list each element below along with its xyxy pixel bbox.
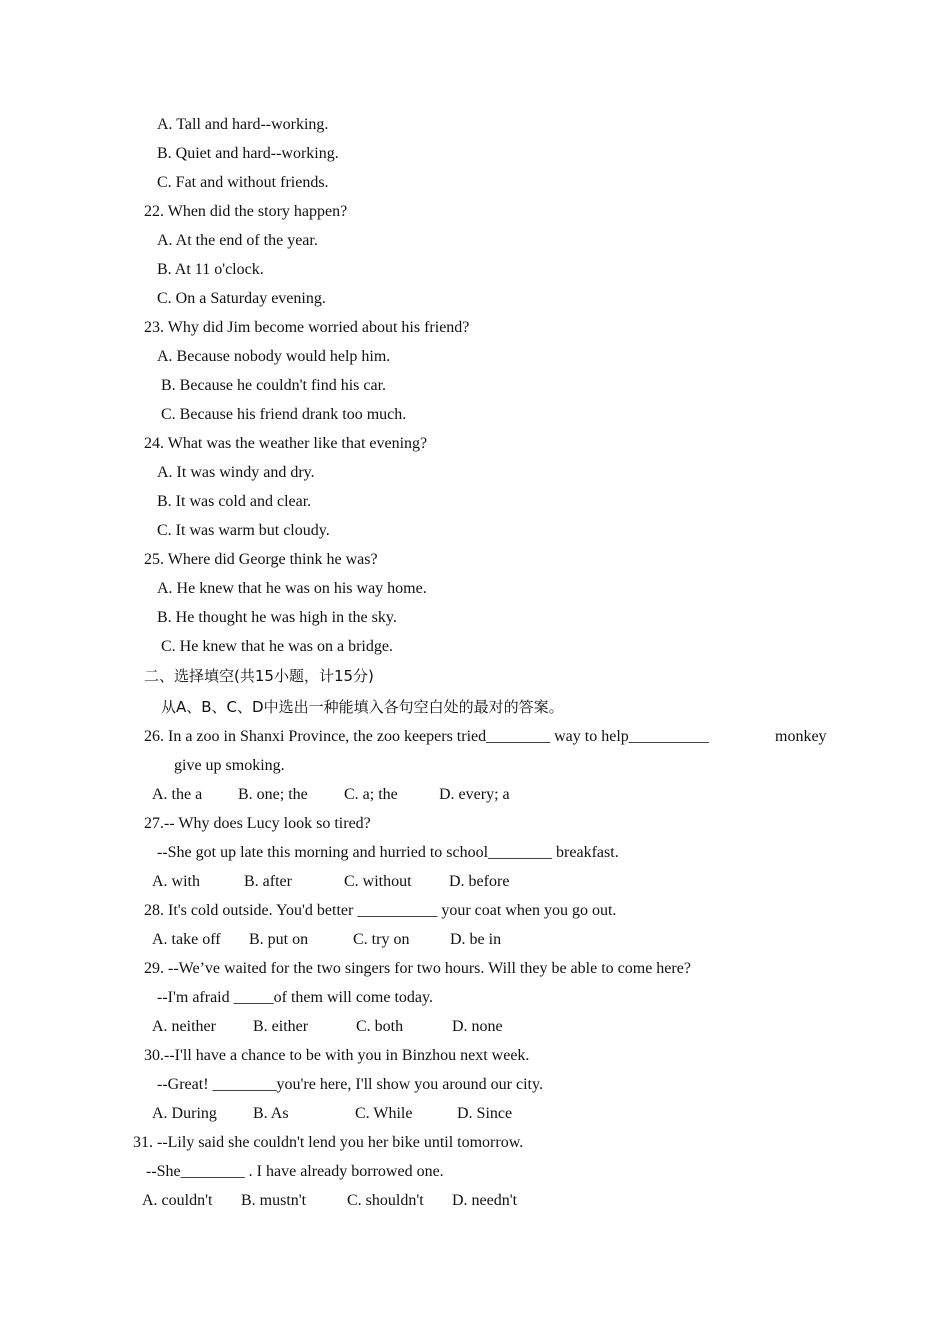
q29-option-a: A. neither bbox=[152, 1018, 216, 1035]
q22-option-b: B. At 11 o'clock. bbox=[157, 261, 264, 278]
q28-option-a: A. take off bbox=[152, 931, 221, 948]
q23-option-c: C. Because his friend drank too much. bbox=[161, 406, 407, 423]
section-heading: 二、选择填空(共15小题，计15分) bbox=[144, 667, 374, 685]
q28-option-c: C. try on bbox=[353, 931, 410, 948]
q21-option-b: B. Quiet and hard--working. bbox=[157, 145, 339, 162]
q28-option-d: D. be in bbox=[450, 931, 502, 948]
q27-option-a: A. with bbox=[152, 873, 200, 890]
q23-option-b: B. Because he couldn't find his car. bbox=[161, 377, 387, 394]
q21-option-a: A. Tall and hard--working. bbox=[157, 116, 329, 133]
q30-option-a: A. During bbox=[152, 1105, 217, 1122]
q26-question-line2: give up smoking. bbox=[174, 757, 285, 774]
q29-question-line2: --I'm afraid _____of them will come today. bbox=[157, 989, 433, 1006]
q22-question: 22. When did the story happen? bbox=[144, 203, 348, 220]
q31-question-line1: 31. --Lily said she couldn't lend you her bike until tomorrow. bbox=[133, 1134, 524, 1151]
q26-question-line1: 26. In a zoo in Shanxi Province, the zoo keepers tried________ way to help__________ bbox=[144, 728, 709, 745]
q30-question-line1: 30.--I'll have a chance to be with you in Binzhou next week. bbox=[144, 1047, 530, 1064]
q27-question-line1: 27.-- Why does Lucy look so tired? bbox=[144, 815, 371, 832]
q29-option-b: B. either bbox=[253, 1018, 309, 1035]
q26-option-a: A. the a bbox=[152, 786, 203, 803]
q25-option-a: A. He knew that he was on his way home. bbox=[157, 580, 427, 597]
q29-question-line1: 29. --We’ve waited for the two singers for two hours. Will they be able to come here? bbox=[144, 960, 691, 977]
q29-option-d: D. none bbox=[452, 1018, 503, 1035]
q27-option-b: B. after bbox=[244, 873, 292, 890]
section-instruction: 从A、B、C、D中选出一种能填入各句空白处的最对的答案。 bbox=[161, 698, 564, 716]
q25-question: 25. Where did George think he was? bbox=[144, 551, 378, 568]
q21-option-c: C. Fat and without friends. bbox=[157, 174, 329, 191]
q23-question: 23. Why did Jim become worried about his friend? bbox=[144, 319, 470, 336]
q27-option-d: D. before bbox=[449, 873, 510, 890]
q31-option-b: B. mustn't bbox=[241, 1192, 307, 1209]
q22-option-c: C. On a Saturday evening. bbox=[157, 290, 326, 307]
q30-option-c: C. While bbox=[355, 1105, 413, 1122]
q30-question-line2: --Great! ________you're here, I'll show you around our city. bbox=[157, 1076, 543, 1093]
q24-option-a: A. It was windy and dry. bbox=[157, 464, 315, 481]
q27-option-c: C. without bbox=[344, 873, 412, 890]
q28-option-b: B. put on bbox=[249, 931, 309, 948]
q22-option-a: A. At the end of the year. bbox=[157, 232, 318, 249]
q27-question-line2: --She got up late this morning and hurried to school________ breakfast. bbox=[157, 844, 619, 861]
q23-option-a: A. Because nobody would help him. bbox=[157, 348, 391, 365]
q25-option-b: B. He thought he was high in the sky. bbox=[157, 609, 397, 626]
q24-option-b: B. It was cold and clear. bbox=[157, 493, 312, 510]
q30-option-d: D. Since bbox=[457, 1105, 513, 1122]
q30-option-b: B. As bbox=[253, 1105, 289, 1122]
q31-option-a: A. couldn't bbox=[142, 1192, 213, 1209]
q31-option-d: D. needn't bbox=[452, 1192, 518, 1209]
q31-question-line2: --She________ . I have already borrowed one. bbox=[146, 1163, 444, 1180]
q24-option-c: C. It was warm but cloudy. bbox=[157, 522, 330, 539]
q26-question-line1-tail: monkey bbox=[775, 728, 827, 745]
q28-question: 28. It's cold outside. You'd better __________ your coat when you go out. bbox=[144, 902, 617, 919]
q25-option-c: C. He knew that he was on a bridge. bbox=[161, 638, 393, 655]
q31-option-c: C. shouldn't bbox=[347, 1192, 424, 1209]
q29-option-c: C. both bbox=[356, 1018, 404, 1035]
q26-option-c: C. a; the bbox=[344, 786, 398, 803]
q24-question: 24. What was the weather like that evening? bbox=[144, 435, 428, 452]
q26-option-b: B. one; the bbox=[238, 786, 308, 803]
q26-option-d: D. every; a bbox=[439, 786, 510, 803]
